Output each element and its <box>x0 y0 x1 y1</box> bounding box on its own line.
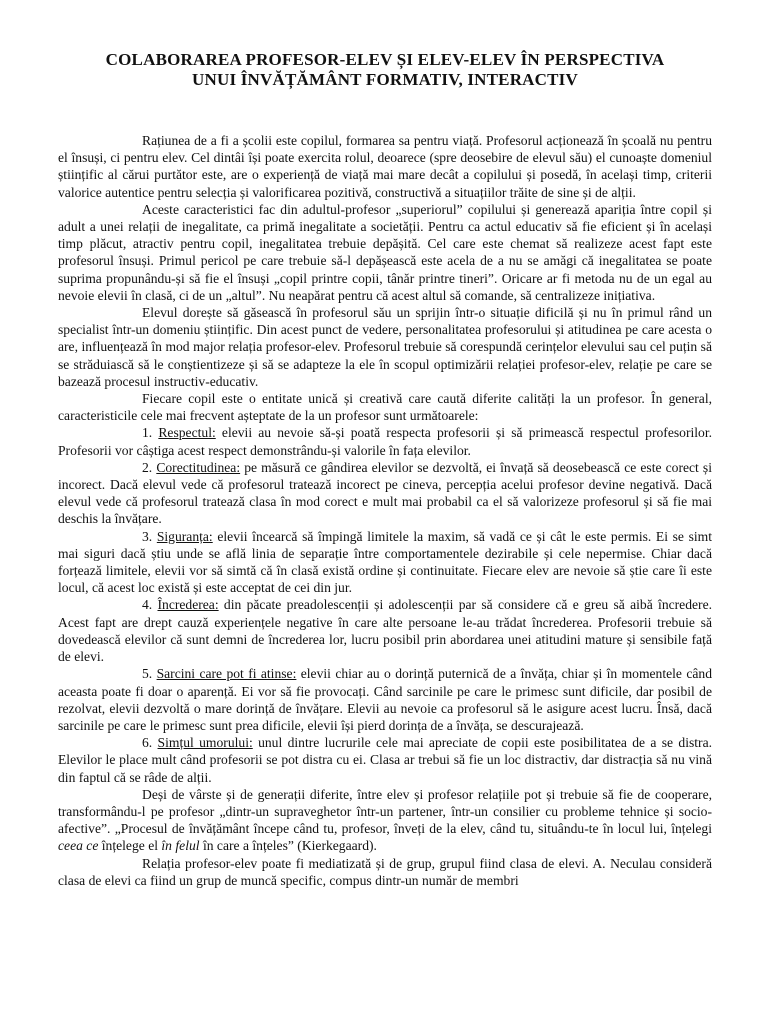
list-item-text: elevii au nevoie să-și poată respecta profesorii și să primească respectul profesorilor. Profesorii vor câștiga acest respect demonstrându-și valorile în fața elevilor. <box>58 425 712 458</box>
paragraph-5-text-c: în care a înțeles” (Kierkegaard). <box>199 838 377 854</box>
paragraph-5-italic-2: în felul <box>161 838 200 854</box>
list-item-corectitudine <box>58 459 712 528</box>
list-item-siguranta <box>58 528 712 597</box>
paragraph-6: Relația profesor-elev poate fi mediatizată și de grup, grupul fiind clasa de elevi. A. Neculau consideră clasa de elevi ca fiind un grup de muncă specific, compus dintr-un număr de membri <box>58 855 712 888</box>
paragraph-1: Rațiunea de a fi a școlii este copilul, formarea sa pentru viață. Profesorul acționează în școală nu pentru el însuși, ci pentru elev. Cel dintâi își poate exercita rolul, deoarece (spre deosebire de elevul său) el cunoaște domeniul științific al cărui purtător este, are o experiență de viață mai mare decât a copilului și posedă, în același timp, criterii valorice autentice pentru selecția și valorificarea pozitivă, constructivă a situațiilor trăite de sine și de alții. <box>58 133 712 200</box>
paragraph-5 <box>58 786 712 855</box>
list-item-sarcini <box>58 665 712 734</box>
paragraph-4: Fiecare copil este o entitate unică și creativă care caută diferite calități la un profesor. În general, caracteristicile cele mai frecvent așteptate de la un profesor sunt următoarele: <box>58 391 712 424</box>
list-item-text: din păcate preadolescenții și adolescenții par să considere că e greu să aibă încredere. Acest fapt are drept cauză experiențele negative în care alte persoane le-au trădat încrederea. Profesorii trebuie să dovedească elevilor că sunt demni de încrederea lor, lucru posibil prin abordarea unei atitudini mature și sensibile față de elevi. <box>58 597 713 665</box>
list-item-number: 1. <box>142 425 159 441</box>
list-item-increderea <box>58 596 712 665</box>
list-item-number: 3. <box>142 528 157 544</box>
list-item-label: Încrederea: <box>157 597 219 613</box>
paragraph-5-text-b: înțelege el <box>98 838 162 854</box>
title-line-1: COLABORAREA PROFESOR-ELEV ȘI ELEV-ELEV ÎN PERSPECTIVA <box>105 50 665 69</box>
document-body <box>58 132 712 889</box>
list-item-text: unul dintre lucrurile cele mai apreciate de copii este posibilitatea de a se distra. Elevilor le place mult când profesorii se pot distra cu ei. Clasa ar trebui să fie un loc distractiv, dar distracția să nu vină din faptul că se râde de alții. <box>58 735 712 785</box>
list-item-label: Corectitudinea: <box>156 459 241 475</box>
list-item-text: pe măsură ce gândirea elevilor se dezvoltă, ei învață să deosebească ce este corect și incorect. Dacă elevul vede că profesorul tratează incorect pe cineva, percepția acelui profesor devine negativă. Dacă elevul vede că profesorul tratează clasa în mod corect e mult mai probabil ca el să valorizeze profesorul și să fie mai deschis la învățare. <box>58 459 713 527</box>
list-item-label: Respectul: <box>158 425 216 441</box>
list-item-respect <box>58 424 712 458</box>
list-item-label: Siguranța: <box>156 528 213 544</box>
list-item-label: Sarcini care pot fi atinse: <box>156 666 297 682</box>
list-item-text: elevii încearcă să împingă limitele la maxim, să vadă ce și cât le este permis. Ei se simt mai siguri dacă știu unde se află linia de separație între comportamentele dezirabile și cele nepermise. Chiar dacă forțează limitele, elevii vor să simtă că în clasă există ordine și continuitate. Fiecare elev are nevoie să știe care îi este locul, că acest loc există și este acceptat de cei din jur. <box>58 528 713 596</box>
list-item-text: elevii chiar au o dorință puternică de a învăța, chiar și în momentele când aceasta poate fi doar o aparență. Ei vor să fie provocați. Când sarcinile pe care le primesc sunt dificile, dar posibil de rezolvat, elevii dezvoltă o mare dorință de învățare. Elevii au nevoie ca profesorul să le asigure acest lucru. Însă, dacă sarcinile pe care le primesc sunt prea dificile, elevii își pierd dorința de a învăța, se descurajează. <box>58 666 713 733</box>
list-item-number: 6. <box>142 735 158 751</box>
document-title <box>58 50 712 90</box>
title-line-2: UNUI ÎNVĂȚĂMÂNT FORMATIV, INTERACTIV <box>192 70 578 89</box>
list-item-label: Simțul umorului: <box>157 735 253 751</box>
paragraph-3: Elevul dorește să găsească în profesorul său un sprijin într-o situație dificilă și nu în primul rând un specialist într-un domeniu științific. Din acest punct de vedere, personalitatea profesorului și atitudinea pe care acesta o are, influențează în mod major relația profesor-elev. Profesorul trebuie să corespundă cerințelor elevului sau cel puțin să se străduiască să le conștientizeze și să se adapteze la ele în scopul optimizării relației profesor-elev, relație pe care se bazează procesul instructiv-educativ. <box>58 305 712 389</box>
paragraph-5-italic-1: ceea ce <box>58 838 99 854</box>
list-item-number: 5. <box>142 666 157 682</box>
list-item-number: 2. <box>142 459 157 475</box>
paragraph-2: Aceste caracteristici fac din adultul-profesor „superiorul” copilului și generează apariția între copil și adult a unei relații de inegalitate, ca primă inegalitate a societății. Pentru ca actul educativ să fie eficient și în același timp plăcut, atractiv pentru copil, inegalitatea trebuie depășită. Cel care este chemat să realizeze acest fapt este profesorul însuși. Primul pericol pe care trebuie să-l depășească este acela de a nu se amăgi că inegalitatea se poate suprima propunându-și să fie el însuși „copil printre copii, tânăr printre tineri”. Oricare ar fi metoda nu de un egal au nevoie elevii în clasă, ci de un „altul”. Nu neapărat pentru că acest altul să comande, să centralizeze inițiativa. <box>58 201 712 303</box>
list-item-number: 4. <box>142 597 158 613</box>
list-item-umor <box>58 734 712 786</box>
paragraph-5-text-a: Deși de vârste și de generații diferite, între elev și profesor relațiile pot și trebuie să fie de cooperare, transformându-l pe profesor „dintr-un supraveghetor într-un partener, într-un consilier cu probleme tehnice și socio-afective”. „Procesul de învățământ începe când tu, profesor, înveți de la elev, când tu, situându-te în locul lui, înțelegi <box>58 786 712 837</box>
